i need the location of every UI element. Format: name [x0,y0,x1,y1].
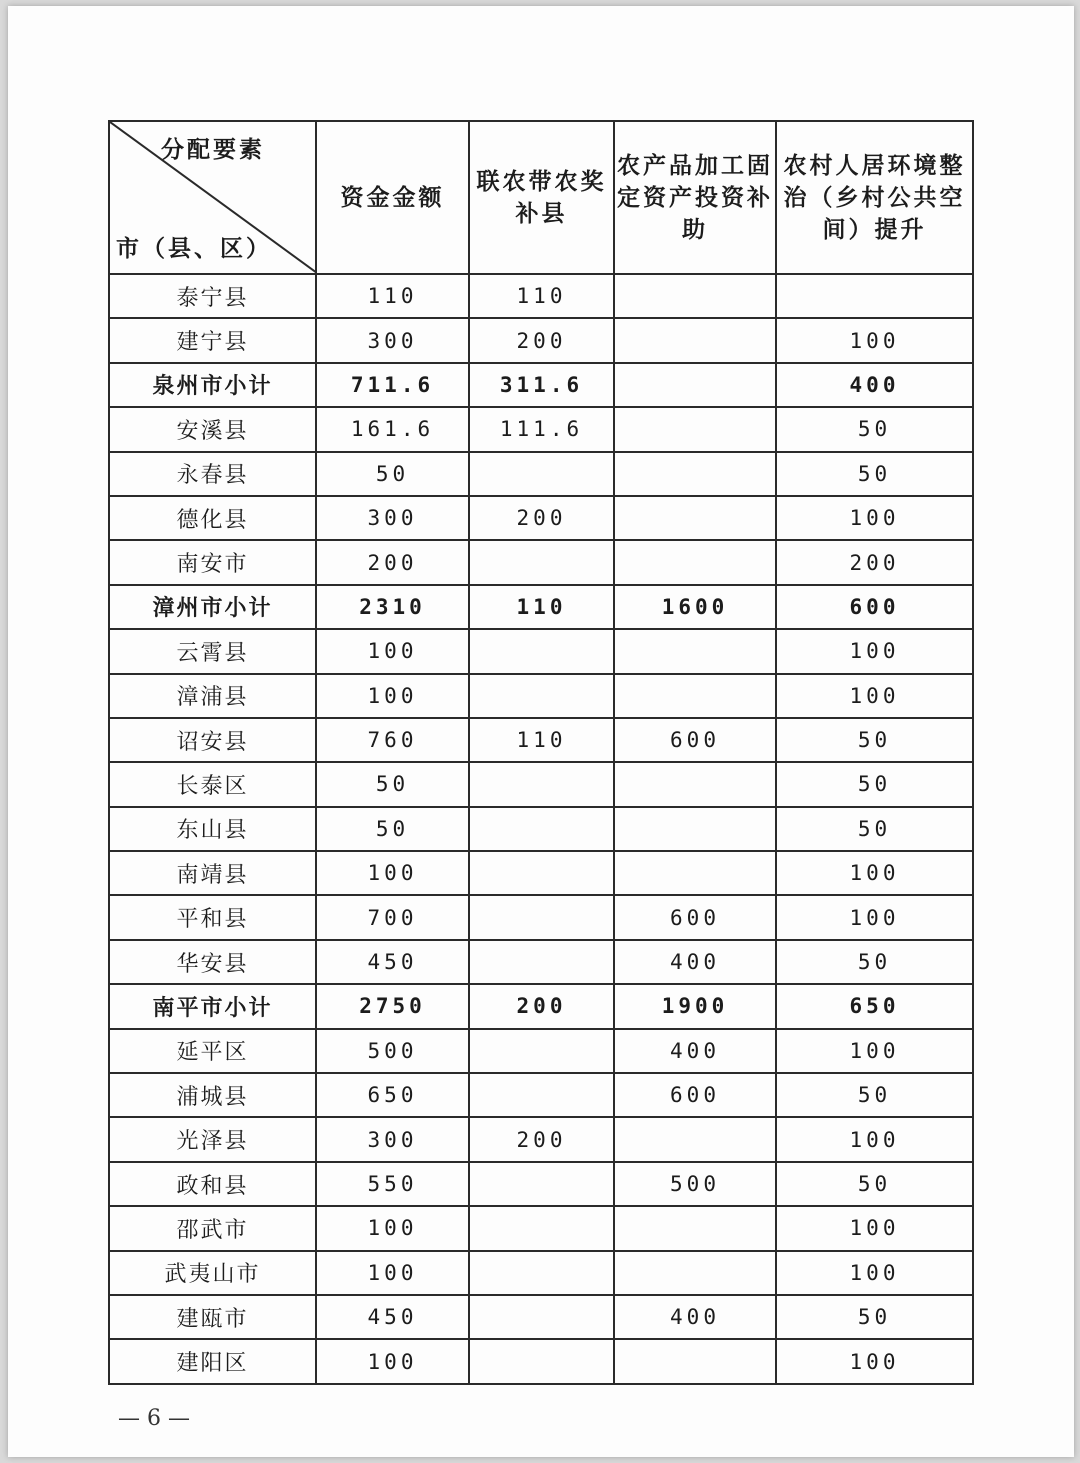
table-row [109,540,973,584]
region-name-cell: 漳州市小计 [109,585,316,629]
fund-amount-cell: 450 [316,1295,469,1339]
table-body [109,274,973,1384]
linkage-reward-cell [469,1073,614,1117]
processing-subsidy-cell [614,318,776,362]
page-number: — 6 — [118,1406,190,1431]
fund-amount-cell: 450 [316,940,469,984]
region-name-cell: 东山县 [109,807,316,851]
linkage-reward-cell: 110 [469,585,614,629]
fund-amount-cell: 161.6 [316,407,469,451]
linkage-reward-cell: 200 [469,318,614,362]
environment-improvement-cell: 100 [776,895,973,939]
processing-subsidy-cell: 600 [614,895,776,939]
corner-bottom-label: 市（县、区） [116,235,272,262]
region-name-cell: 南靖县 [109,851,316,895]
region-name-cell: 永春县 [109,452,316,496]
region-name-cell: 长泰区 [109,762,316,806]
processing-subsidy-cell [614,851,776,895]
environment-improvement-cell: 100 [776,318,973,362]
processing-subsidy-cell [614,1206,776,1250]
environment-improvement-cell: 50 [776,1162,973,1206]
environment-improvement-cell: 100 [776,496,973,540]
processing-subsidy-cell [614,674,776,718]
region-name-cell: 光泽县 [109,1117,316,1161]
processing-subsidy-cell [614,629,776,673]
fund-amount-cell: 550 [316,1162,469,1206]
fund-amount-cell: 2750 [316,984,469,1028]
environment-improvement-cell: 100 [776,1206,973,1250]
subtotal-row [109,363,973,407]
processing-subsidy-cell [614,496,776,540]
processing-subsidy-cell [614,1117,776,1161]
fund-amount-cell: 300 [316,496,469,540]
region-name-cell: 政和县 [109,1162,316,1206]
fund-amount-cell: 711.6 [316,363,469,407]
table-row [109,851,973,895]
table-row [109,807,973,851]
linkage-reward-cell [469,807,614,851]
table-row [109,1117,973,1161]
processing-subsidy-cell: 400 [614,1295,776,1339]
subtotal-row [109,585,973,629]
linkage-reward-cell [469,940,614,984]
environment-improvement-cell: 650 [776,984,973,1028]
environment-improvement-cell: 50 [776,718,973,762]
processing-subsidy-cell: 600 [614,1073,776,1117]
processing-subsidy-cell: 400 [614,1029,776,1073]
environment-improvement-cell: 50 [776,1295,973,1339]
linkage-reward-cell [469,540,614,584]
linkage-reward-cell [469,1339,614,1383]
linkage-reward-cell [469,762,614,806]
region-name-cell: 浦城县 [109,1073,316,1117]
environment-improvement-cell [776,274,973,318]
processing-subsidy-cell: 600 [614,718,776,762]
fund-amount-cell: 760 [316,718,469,762]
table-row [109,318,973,362]
linkage-reward-cell [469,1029,614,1073]
environment-improvement-cell: 50 [776,407,973,451]
processing-subsidy-cell [614,1251,776,1295]
table-row [109,1162,973,1206]
table-row [109,1339,973,1383]
processing-subsidy-cell [614,762,776,806]
processing-subsidy-cell [614,807,776,851]
processing-subsidy-cell [614,452,776,496]
linkage-reward-cell [469,895,614,939]
environment-improvement-cell: 100 [776,1117,973,1161]
region-name-cell: 诏安县 [109,718,316,762]
region-name-cell: 邵武市 [109,1206,316,1250]
linkage-reward-cell: 200 [469,1117,614,1161]
processing-subsidy-cell: 1900 [614,984,776,1028]
corner-top-label: 分配要素 [161,136,265,163]
linkage-reward-cell [469,629,614,673]
fund-amount-cell: 650 [316,1073,469,1117]
column-header: 农村人居环境整治（乡村公共空间）提升 [776,121,973,274]
fund-amount-cell: 100 [316,1251,469,1295]
fund-amount-cell: 100 [316,1206,469,1250]
region-name-cell: 建阳区 [109,1339,316,1383]
environment-improvement-cell: 100 [776,1339,973,1383]
processing-subsidy-cell: 400 [614,940,776,984]
linkage-reward-cell [469,1295,614,1339]
column-header: 农产品加工固定资产投资补助 [614,121,776,274]
region-name-cell: 建瓯市 [109,1295,316,1339]
processing-subsidy-cell [614,540,776,584]
table-row [109,452,973,496]
linkage-reward-cell: 110 [469,718,614,762]
table-row [109,1029,973,1073]
fund-amount-cell: 100 [316,629,469,673]
region-name-cell: 华安县 [109,940,316,984]
allocation-table [108,120,974,1385]
processing-subsidy-cell [614,1339,776,1383]
fund-amount-cell: 110 [316,274,469,318]
table-row [109,940,973,984]
table-row [109,1073,973,1117]
linkage-reward-cell: 200 [469,496,614,540]
environment-improvement-cell: 100 [776,674,973,718]
table-row [109,1251,973,1295]
region-name-cell: 漳浦县 [109,674,316,718]
environment-improvement-cell: 50 [776,762,973,806]
linkage-reward-cell: 200 [469,984,614,1028]
environment-improvement-cell: 50 [776,452,973,496]
linkage-reward-cell [469,452,614,496]
processing-subsidy-cell: 1600 [614,585,776,629]
fund-amount-cell: 200 [316,540,469,584]
column-header: 资金金额 [316,121,469,274]
region-name-cell: 云霄县 [109,629,316,673]
environment-improvement-cell: 200 [776,540,973,584]
fund-amount-cell: 700 [316,895,469,939]
linkage-reward-cell [469,851,614,895]
table-row [109,1206,973,1250]
processing-subsidy-cell [614,363,776,407]
linkage-reward-cell [469,1251,614,1295]
linkage-reward-cell [469,1162,614,1206]
table-row [109,762,973,806]
region-name-cell: 德化县 [109,496,316,540]
table-row [109,629,973,673]
table-row [109,496,973,540]
fund-amount-cell: 300 [316,318,469,362]
environment-improvement-cell: 100 [776,851,973,895]
environment-improvement-cell: 50 [776,1073,973,1117]
region-name-cell: 泰宁县 [109,274,316,318]
region-name-cell: 安溪县 [109,407,316,451]
document-page [8,6,1074,1457]
region-name-cell: 延平区 [109,1029,316,1073]
environment-improvement-cell: 600 [776,585,973,629]
environment-improvement-cell: 400 [776,363,973,407]
column-header: 联农带农奖补县 [469,121,614,274]
fund-amount-cell: 100 [316,1339,469,1383]
environment-improvement-cell: 100 [776,1251,973,1295]
processing-subsidy-cell [614,274,776,318]
linkage-reward-cell: 311.6 [469,363,614,407]
processing-subsidy-cell [614,407,776,451]
region-name-cell: 南平市小计 [109,984,316,1028]
corner-header-cell [109,121,316,274]
subtotal-row [109,984,973,1028]
table-header-row [109,121,973,274]
fund-amount-cell: 300 [316,1117,469,1161]
environment-improvement-cell: 100 [776,629,973,673]
environment-improvement-cell: 100 [776,1029,973,1073]
region-name-cell: 南安市 [109,540,316,584]
fund-amount-cell: 100 [316,674,469,718]
table-row [109,1295,973,1339]
region-name-cell: 平和县 [109,895,316,939]
fund-amount-cell: 100 [316,851,469,895]
linkage-reward-cell [469,1206,614,1250]
linkage-reward-cell: 110 [469,274,614,318]
linkage-reward-cell [469,674,614,718]
fund-amount-cell: 50 [316,762,469,806]
region-name-cell: 泉州市小计 [109,363,316,407]
environment-improvement-cell: 50 [776,940,973,984]
fund-amount-cell: 2310 [316,585,469,629]
table-row [109,274,973,318]
table-row [109,407,973,451]
table-row [109,895,973,939]
environment-improvement-cell: 50 [776,807,973,851]
processing-subsidy-cell: 500 [614,1162,776,1206]
table-row [109,674,973,718]
fund-amount-cell: 500 [316,1029,469,1073]
table-row [109,718,973,762]
region-name-cell: 武夷山市 [109,1251,316,1295]
fund-amount-cell: 50 [316,452,469,496]
region-name-cell: 建宁县 [109,318,316,362]
linkage-reward-cell: 111.6 [469,407,614,451]
fund-amount-cell: 50 [316,807,469,851]
